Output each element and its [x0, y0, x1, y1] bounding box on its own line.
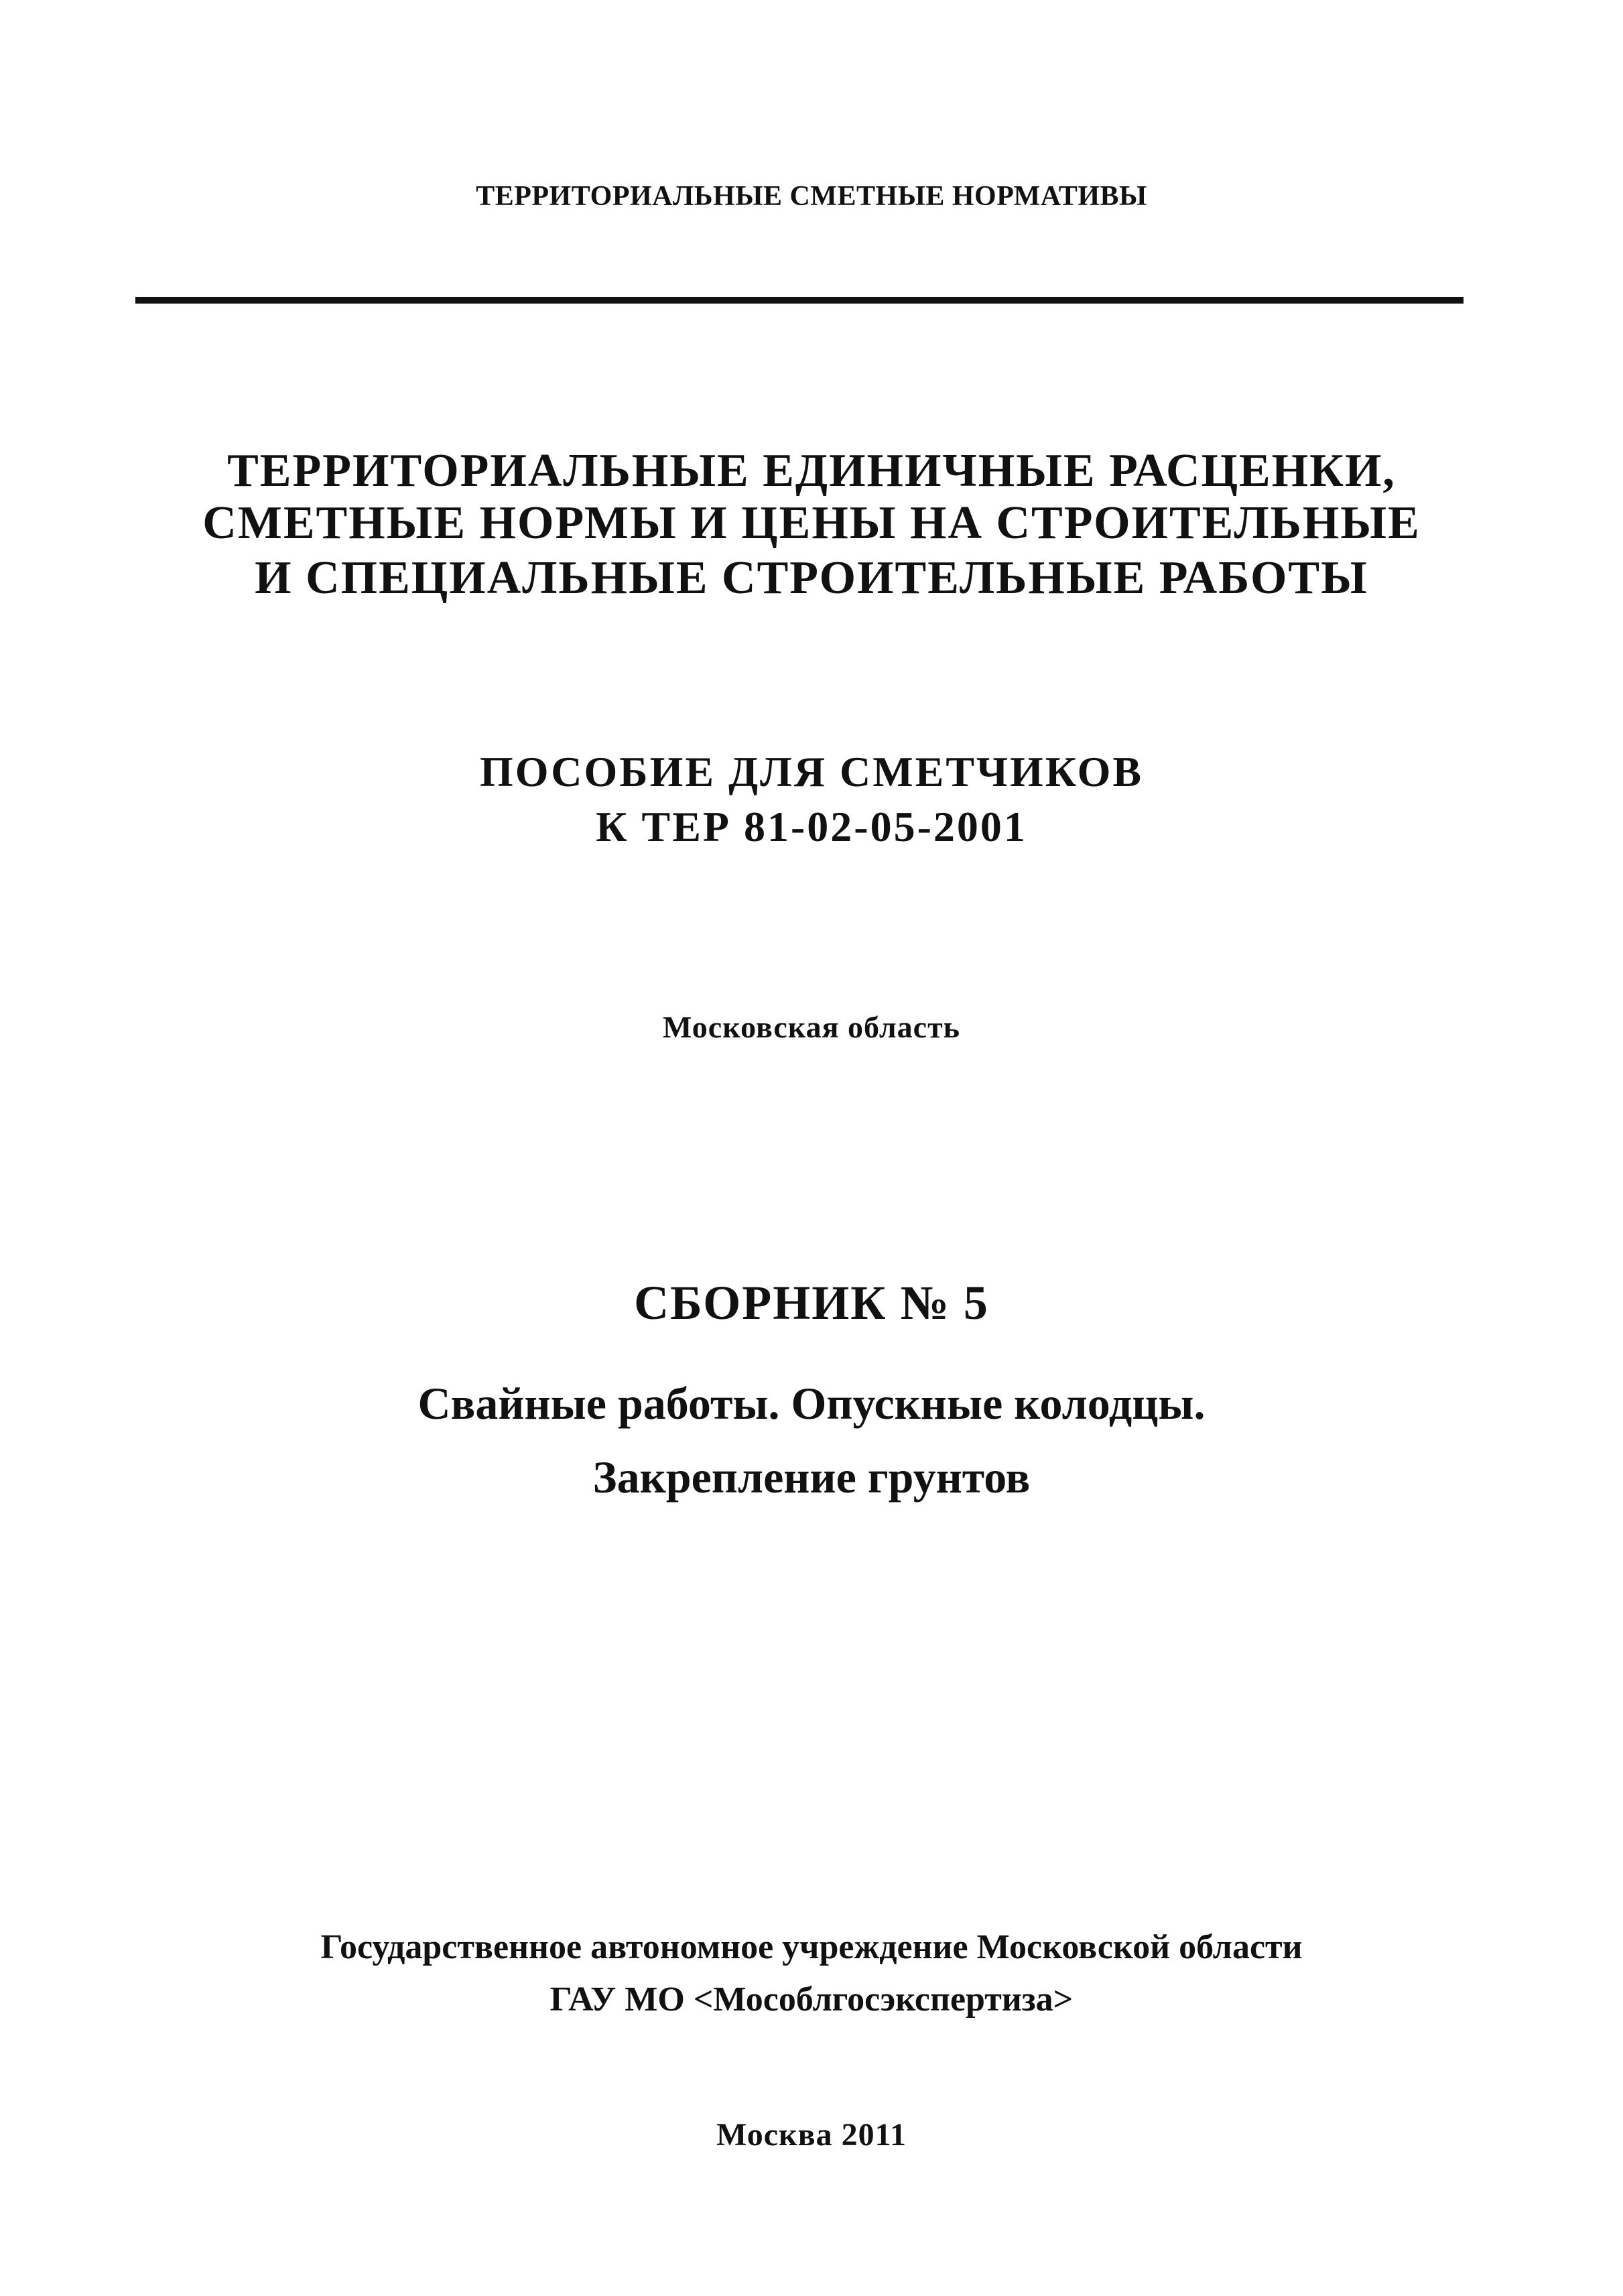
subject-line-1: Свайные работы. Опускные колодцы.: [417, 1378, 1206, 1429]
subject-line-2: Закрепление грунтов: [592, 1452, 1031, 1503]
main-title-line-1: ТЕРРИТОРИАЛЬНЫЕ ЕДИНИЧНЫЕ РАСЦЕНКИ,: [227, 445, 1396, 497]
organization-line-2: ГАУ МО <Мособлгосэкспертиза>: [549, 1980, 1074, 2019]
place-and-year: Москва 2011: [716, 2117, 907, 2153]
series-heading: ТЕРРИТОРИАЛЬНЫЕ СМЕТНЫЕ НОРМАТИВЫ: [476, 181, 1147, 212]
header-divider: [135, 297, 1464, 304]
main-title-line-2: СМЕТНЫЕ НОРМЫ И ЦЕНЫ НА СТРОИТЕЛЬНЫЕ: [202, 497, 1421, 549]
collection-number: СБОРНИК № 5: [634, 1276, 989, 1330]
main-title-line-3: И СПЕЦИАЛЬНЫЕ СТРОИТЕЛЬНЫЕ РАБОТЫ: [255, 552, 1368, 604]
manual-title-line-2: К ТЕР 81-02-05-2001: [596, 803, 1027, 850]
region-label: Московская область: [663, 1010, 960, 1044]
organization-line-1: Государственное автономное учреждение Московской области: [320, 1928, 1303, 1966]
manual-title-line-1: ПОСОБИЕ ДЛЯ СМЕТЧИКОВ: [479, 748, 1144, 795]
